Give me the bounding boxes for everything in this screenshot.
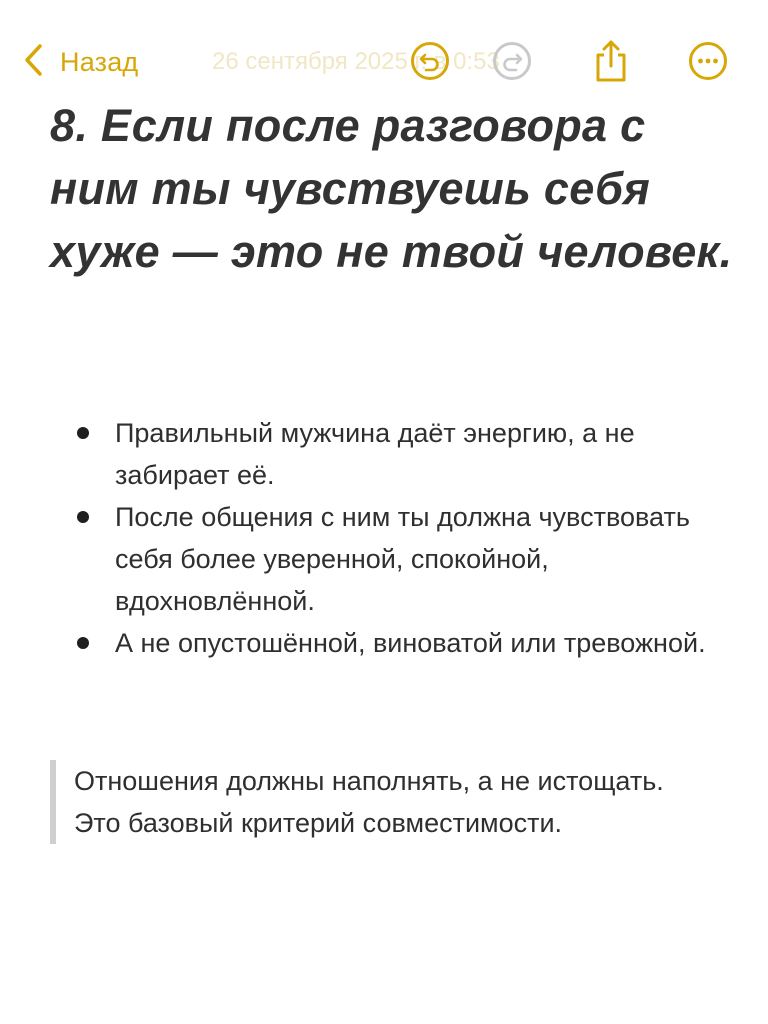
list-item <box>70 622 740 664</box>
list-item-text: После общения с ним ты должна чувствовать себя более уверенной, спокойной, вдохновлённой. <box>115 502 690 616</box>
list-item <box>70 496 740 622</box>
share-icon[interactable] <box>592 38 630 84</box>
bullet-dot-icon <box>77 427 89 439</box>
undo-icon[interactable] <box>410 41 450 81</box>
redo-icon[interactable] <box>492 41 532 81</box>
list-item-text: А не опустошённой, виноватой или тревожной. <box>115 628 706 658</box>
note-date: 26 сентября 2025 г. в 0:53 <box>212 48 500 75</box>
back-button[interactable] <box>22 42 138 82</box>
bullet-list <box>70 412 740 664</box>
block-quote: Отношения должны наполнять, а не истощать. Это базовый критерий совместимости. <box>50 760 690 844</box>
back-label: Назад <box>60 46 139 77</box>
list-item-text: Правильный мужчина даёт энергию, а не забирает её. <box>115 418 635 490</box>
chevron-left-icon <box>22 42 46 83</box>
bullet-dot-icon <box>77 637 89 649</box>
note-title: 8. Если после разговора с ним ты чувствуешь себя хуже — это не твой человек. <box>50 100 733 277</box>
bullet-dot-icon <box>77 511 89 523</box>
list-item <box>70 412 740 496</box>
more-icon[interactable] <box>688 41 728 81</box>
